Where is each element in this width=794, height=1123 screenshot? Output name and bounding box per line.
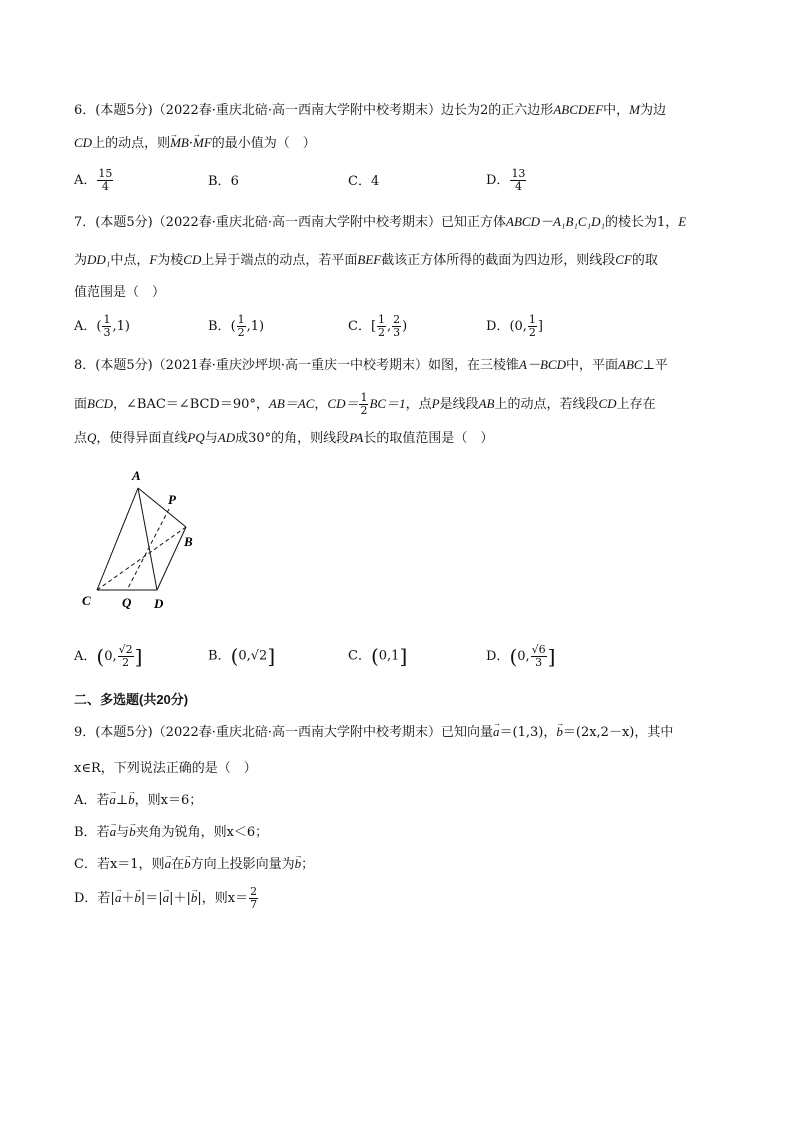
- q8-option-a: [74, 644, 142, 669]
- option-letter: B．: [208, 648, 231, 664]
- q6-dot: ·: [188, 136, 193, 151]
- q6-line1: [74, 100, 666, 121]
- q8-tetrahedron-figure: [70, 460, 210, 620]
- edge-db: [157, 527, 186, 590]
- vector-a: → a: [109, 792, 116, 807]
- q8-bc-eq: BC＝1: [369, 396, 406, 411]
- perp-symbol: ⊥: [115, 793, 129, 808]
- q6-option-b: [208, 172, 239, 192]
- bracket: ,1): [246, 319, 265, 334]
- option-text: 与: [116, 825, 130, 840]
- vector-b: → b: [134, 890, 141, 905]
- q7-text: 为棱: [157, 253, 184, 268]
- q9-option-b: [74, 822, 268, 843]
- option-letter: B．: [208, 319, 231, 334]
- q8-text: ，: [314, 397, 328, 412]
- q8-text: 中，平面: [566, 358, 619, 373]
- option-text: A．若: [74, 793, 110, 808]
- q8-text: 长的取值范围是（ ）: [363, 431, 494, 446]
- q9-text: x∈R，下列说法正确的是（ ）: [74, 761, 257, 776]
- q9-text: 9．(本题5分)（2022春·重庆北碚·高一西南大学附中校考期末）已知向量: [74, 725, 494, 740]
- vector-a: → a: [110, 824, 117, 839]
- fraction: [510, 168, 526, 193]
- vector-a: → a: [163, 890, 170, 905]
- fraction: [531, 644, 547, 669]
- q7-option-a: [74, 314, 130, 339]
- vector-b: → b: [184, 856, 191, 871]
- denominator: 2: [237, 326, 245, 339]
- numerator: 1: [237, 313, 245, 326]
- edge-ab: [138, 488, 186, 527]
- fraction: [359, 392, 368, 417]
- q7-plane-bef: BEF: [357, 252, 382, 267]
- numerator: 2: [250, 885, 258, 898]
- bracket: [: [370, 319, 377, 334]
- option-letter: C．: [348, 648, 371, 664]
- bracket: (: [509, 644, 518, 669]
- label-d: D: [154, 596, 164, 611]
- numerator: √6: [531, 643, 546, 656]
- q8-text: 是线段: [439, 397, 479, 412]
- q8-text: 8．(本题5分)（2021春·重庆沙坪坝·高一重庆一中校考期末）如图，在三棱锥: [74, 358, 520, 373]
- q7-text: 7．(本题5分)（2022春·重庆北碚·高一西南大学附中校考期末）已知正方体: [74, 215, 507, 230]
- option-letter: D．: [486, 649, 510, 664]
- numerator: 2: [393, 313, 401, 326]
- option-text: |，则x＝: [197, 891, 249, 906]
- numerator: 1: [528, 313, 536, 326]
- q7-text: 的取: [631, 253, 658, 268]
- denominator: 2: [360, 404, 368, 417]
- numerator: 13: [511, 167, 526, 180]
- q7-cube-name: ABCD－A₁B₁C₁D₁: [506, 214, 606, 229]
- edge-ad: [138, 488, 157, 590]
- bracket: (: [96, 644, 105, 669]
- q6-line2: [74, 133, 316, 154]
- option-text: 夹角为锐角，则x＜6；: [135, 825, 269, 840]
- denominator: 3: [103, 326, 111, 339]
- label-q: Q: [122, 595, 132, 610]
- fraction: [97, 168, 113, 193]
- option-letter: C．: [348, 174, 371, 189]
- q9-line2: [74, 759, 257, 779]
- option-letter: D．: [486, 319, 510, 334]
- q8-point-q: Q: [87, 430, 97, 445]
- q8-line-pq: PQ: [187, 430, 205, 445]
- q7-line2: [74, 250, 658, 271]
- q8-text: 与: [204, 431, 218, 446]
- bracket: (: [230, 644, 239, 668]
- numerator: 1: [360, 391, 368, 404]
- q6-hexagon-name: ABCDEF: [553, 102, 604, 117]
- q7-segment-cf: CF: [615, 252, 632, 267]
- q7-option-c: [348, 314, 407, 339]
- q8-text: ⊥平: [642, 358, 668, 373]
- section-heading: 二、多选题(共20分): [74, 692, 189, 707]
- edge-cb-hidden: [97, 527, 186, 590]
- q8-segment-cd: CD: [598, 396, 617, 411]
- q7-text-b: 的棱长为1，: [605, 215, 679, 230]
- option-letter: A．: [74, 649, 97, 664]
- q8-text: 成30°的角，则线段: [235, 431, 350, 446]
- denominator: 2: [528, 326, 536, 339]
- q7-line1: [74, 212, 686, 233]
- q8-text: 上的动点，若线段: [494, 397, 599, 412]
- q9-option-d: [74, 886, 259, 911]
- equals: |＝|: [140, 891, 163, 906]
- fraction: [118, 644, 134, 669]
- q6-text-3: 的最小值为（ ）: [211, 136, 316, 151]
- q6-option-c: [348, 172, 379, 192]
- fraction: [392, 314, 401, 339]
- plus: |＋|: [169, 891, 191, 906]
- q6-option-d: [486, 168, 527, 193]
- q8-angles: ，∠BAC＝∠BCD＝90°，: [113, 397, 269, 412]
- q8-segment-pa: PA: [349, 430, 364, 445]
- q8-equal-sides: AB＝AC: [268, 396, 315, 411]
- q8-option-c: [348, 646, 407, 667]
- q8-text: 面: [74, 397, 88, 412]
- option-letter: C．: [348, 319, 371, 334]
- fraction: [377, 314, 386, 339]
- comma: ,: [387, 319, 392, 334]
- denominator: 2: [378, 326, 386, 339]
- option-value: 0,: [517, 649, 530, 664]
- q8-line1: [74, 355, 668, 376]
- q7-segment-dd1: DD₁: [87, 252, 111, 267]
- option-letter: A．: [74, 173, 97, 188]
- q6-text-tail: 为边: [640, 103, 667, 118]
- q9-vector-b: → b: [556, 724, 563, 739]
- q7-option-d: [486, 314, 543, 339]
- q6-vector-mb: → MB: [170, 135, 189, 150]
- numerator: 15: [98, 167, 113, 180]
- q8-point-p: P: [431, 396, 440, 411]
- q8-option-d: [486, 644, 555, 669]
- option-value: 0,: [104, 649, 117, 664]
- bracket: ]: [267, 644, 276, 668]
- bracket: (0,: [509, 319, 527, 334]
- denominator: 4: [514, 180, 522, 193]
- q7-text: 值范围是（ ）: [74, 285, 166, 300]
- option-letter: B．: [208, 174, 231, 189]
- q7-text: 中点，: [110, 253, 150, 268]
- vector-b: → b: [191, 890, 198, 905]
- q8-text: 上存在: [616, 397, 656, 412]
- q7-line3: [74, 283, 165, 303]
- q8-option-b: [208, 646, 275, 667]
- label-b: B: [184, 534, 193, 549]
- q6-text: 6．(本题5分)（2022春·重庆北碚·高一西南大学附中校考期末）边长为2的正六边形: [74, 103, 554, 118]
- vector-b: → b: [295, 856, 302, 871]
- q9-option-a: [74, 790, 202, 811]
- q8-segment-ab: AB: [478, 396, 495, 411]
- label-p: P: [168, 492, 176, 507]
- bracket: (: [230, 319, 236, 334]
- edge-ac: [97, 488, 138, 590]
- q8-line2: [74, 392, 656, 417]
- bracket: (: [96, 319, 102, 334]
- q7-segment-cd: CD: [183, 252, 202, 267]
- q7-option-b: [208, 314, 264, 339]
- plus: ＋: [121, 891, 135, 906]
- denominator: 3: [393, 326, 401, 339]
- bracket: ]: [399, 644, 408, 668]
- denominator: 7: [250, 898, 258, 911]
- q8-text: ，点: [405, 397, 432, 412]
- denominator: 3: [535, 656, 543, 669]
- q8-plane-abc: ABC: [618, 357, 643, 372]
- q8-cd-eq: CD＝: [327, 396, 359, 411]
- bracket: ,1): [112, 319, 130, 334]
- option-value: 0,√2: [238, 648, 268, 664]
- option-text: B．若: [74, 825, 110, 840]
- q9-option-c: [74, 854, 314, 875]
- q6-text-2: 上的动点，则: [92, 136, 171, 151]
- option-letter: A．: [74, 319, 97, 334]
- q6-segment-cd: CD: [74, 135, 93, 150]
- label-a: A: [132, 468, 141, 483]
- bracket: (: [370, 644, 379, 668]
- bracket: ]: [537, 319, 543, 334]
- q8-tetrahedron-name: A－BCD: [519, 357, 566, 372]
- vector-a: → a: [165, 856, 172, 871]
- q6-point-m: M: [629, 102, 640, 117]
- label-c: C: [82, 593, 91, 608]
- option-value: 4: [370, 174, 380, 189]
- option-text: ；: [301, 857, 315, 872]
- q9-line1: [74, 722, 673, 743]
- denominator: 4: [101, 180, 109, 193]
- fraction: [528, 314, 537, 339]
- q8-text: ，使得异面直线: [96, 431, 188, 446]
- fraction: [237, 314, 246, 339]
- option-text: 在: [171, 857, 185, 872]
- q8-text: 点: [74, 431, 88, 446]
- q8-line-ad: AD: [217, 430, 236, 445]
- numerator: 1: [103, 313, 111, 326]
- q7-text: 上异于端点的动点，若平面: [201, 253, 358, 268]
- q7-point-f: F: [149, 252, 158, 267]
- option-text: C．若x＝1，则: [74, 857, 165, 872]
- option-letter: D．: [486, 173, 510, 188]
- q7-text: 截该正方体所得的截面为四边形，则线段: [381, 253, 616, 268]
- q7-text: 为: [74, 253, 88, 268]
- bracket: ): [402, 319, 408, 334]
- bracket: ]: [547, 644, 556, 669]
- numerator: 1: [378, 313, 386, 326]
- option-text: ，则x＝6；: [134, 793, 203, 808]
- numerator: √2: [118, 643, 133, 656]
- q9-vector-a-value: ＝(1,3)，: [499, 725, 557, 740]
- option-value: 0,1: [378, 648, 400, 664]
- q9-vector-b-value: ＝(2x,2－x)，其中: [562, 725, 674, 740]
- bracket: ]: [134, 644, 143, 669]
- option-text: D．若|: [74, 891, 115, 906]
- q7-point-e: E: [678, 214, 687, 229]
- option-text: 方向上投影向量为: [190, 857, 295, 872]
- q6-option-a: [74, 168, 114, 193]
- fraction: [249, 886, 258, 911]
- q6-vector-mf: → MF: [193, 135, 212, 150]
- fraction: [102, 314, 111, 339]
- vector-b: → b: [128, 792, 135, 807]
- vector-b: → b: [129, 824, 136, 839]
- option-value: 6: [230, 174, 239, 189]
- q6-text-mid: 中，: [603, 103, 630, 118]
- vector-a: → a: [115, 890, 122, 905]
- q8-line3: [74, 428, 493, 449]
- denominator: 2: [122, 656, 130, 669]
- q8-plane-bcd: BCD: [87, 396, 114, 411]
- q9-vector-a: → a: [493, 724, 500, 739]
